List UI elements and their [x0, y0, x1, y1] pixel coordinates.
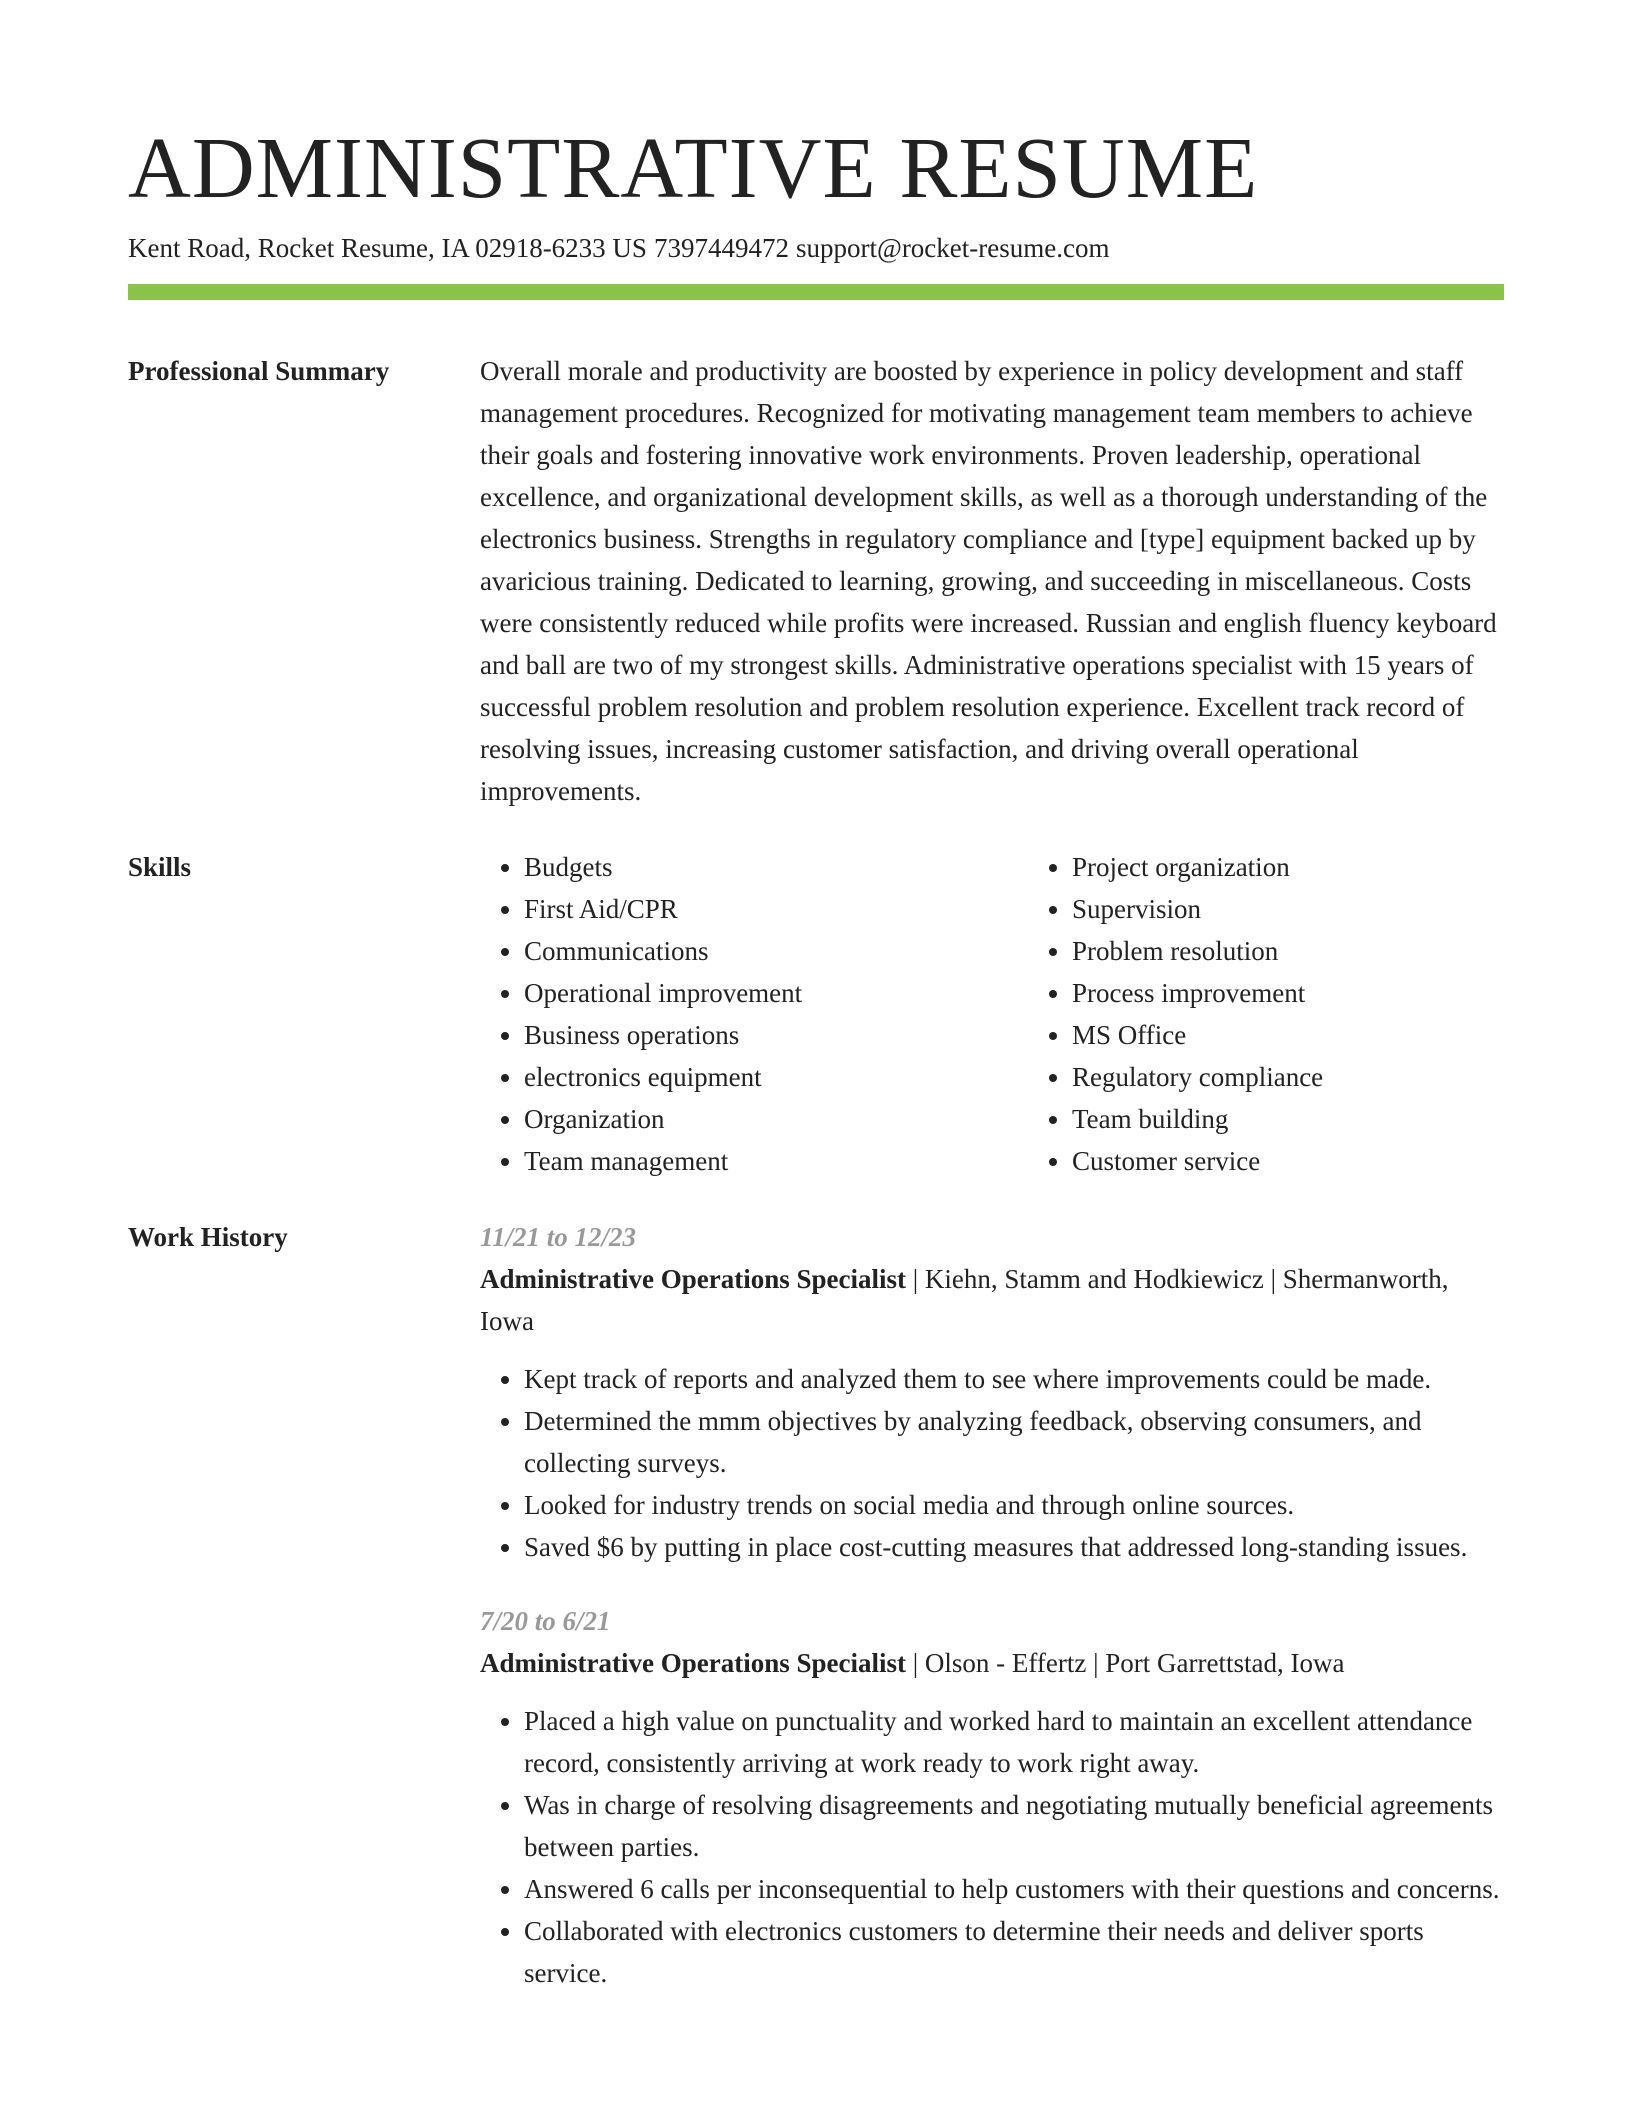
- resume-page: [128, 118, 1504, 1994]
- work-history-heading: Work History: [128, 1222, 288, 1252]
- skill-item: • Organization: [524, 1098, 1028, 1140]
- summary-text: Overall morale and productivity are boosted by experience in policy development and staff management procedures. Recognized for motivating management team members to achieve their goals and fostering innovative work environments. Proven leadership, operational excellence, and organizational development skills, as well as a thorough understanding of the electronics business. Strengths in regulatory compliance and [type] equipment backed up by avaricious training. Dedicated to learning, growing, and succeeding in miscellaneous. Costs were consistently reduced while profits were increased. Russian and english fluency keyboard and ball are two of my strongest skills. Administrative operations specialist with 15 years of successful problem resolution and problem resolution experience. Excellent track record of resolving issues, increasing customer satisfaction, and driving overall operational improvements.: [480, 356, 1497, 806]
- skills-heading: Skills: [128, 852, 192, 882]
- summary-section: [128, 350, 1504, 812]
- skill-item: • Project organization: [1072, 846, 1323, 888]
- skill-item: • Process improvement: [1072, 972, 1323, 1014]
- job-bullet: • Looked for industry trends on social media and through online sources.: [524, 1484, 1504, 1526]
- skill-item: • electronics equipment: [524, 1056, 1028, 1098]
- job-bullets: [480, 1358, 1504, 1568]
- skill-item: • Business operations: [524, 1014, 1028, 1056]
- skill-item: • Customer service: [1072, 1140, 1323, 1182]
- job-bullet: • Kept track of reports and analyzed them to see where improvements could be made.: [524, 1358, 1504, 1400]
- skill-item: • Communications: [524, 930, 1028, 972]
- skill-item: • First Aid/CPR: [524, 888, 1028, 930]
- job-bullet: • Was in charge of resolving disagreements and negotiating mutually beneficial agreements between parties.: [524, 1784, 1504, 1868]
- job-bullets: [480, 1700, 1504, 1994]
- job-bullet: • Answered 6 calls per inconsequential to help customers with their questions and concerns.: [524, 1868, 1504, 1910]
- skill-item: • Problem resolution: [1072, 930, 1323, 972]
- skills-list-right: [1028, 846, 1323, 1182]
- job-dates: 7/20 to 6/21: [480, 1606, 611, 1636]
- skill-item: • Team management: [524, 1140, 1028, 1182]
- work-history-section: [128, 1216, 1504, 1994]
- contact-address: Kent Road, Rocket Resume, IA 02918-6233 US: [128, 233, 647, 263]
- skills-section: [128, 846, 1504, 1182]
- skill-item: • Budgets: [524, 846, 1028, 888]
- skills-columns: [480, 846, 1504, 1182]
- job-details: | Olson - Effertz | Port Garrettstad, Iowa: [906, 1648, 1345, 1678]
- job-bullet: • Determined the mmm objectives by analyzing feedback, observing consumers, and collecting surveys.: [524, 1400, 1504, 1484]
- skill-item: • MS Office: [1072, 1014, 1323, 1056]
- contact-phone: 7397449472: [653, 233, 789, 263]
- job-title: Administrative Operations Specialist: [480, 1264, 906, 1294]
- accent-divider: [128, 284, 1504, 300]
- resume-title: ADMINISTRATIVE RESUME: [128, 119, 1259, 216]
- contact-email: support@rocket-resume.com: [795, 233, 1110, 263]
- job-entry: [480, 1216, 1504, 1568]
- skill-item: • Operational improvement: [524, 972, 1028, 1014]
- job-bullet: • Placed a high value on punctuality and worked hard to maintain an excellent attendance record, consistently arriving at work ready to work right away.: [524, 1700, 1504, 1784]
- skill-item: • Supervision: [1072, 888, 1323, 930]
- job-title: Administrative Operations Specialist: [480, 1648, 906, 1678]
- skills-list-left: [480, 846, 1028, 1182]
- contact-line: [128, 230, 1504, 266]
- job-header: [480, 1258, 1504, 1342]
- job-bullet: • Collaborated with electronics customers to determine their needs and deliver sports service.: [524, 1910, 1504, 1994]
- job-dates: 11/21 to 12/23: [480, 1222, 637, 1252]
- job-entry: [480, 1600, 1504, 1994]
- skill-item: • Team building: [1072, 1098, 1323, 1140]
- work-history-body: [480, 1216, 1504, 1994]
- job-details: | Kiehn, Stamm and Hodkiewicz | Shermanworth, Iowa: [480, 1264, 1449, 1336]
- job-bullet: • Saved $6 by putting in place cost-cutting measures that addressed long-standing issues.: [524, 1526, 1504, 1568]
- job-header: [480, 1642, 1504, 1684]
- skill-item: • Regulatory compliance: [1072, 1056, 1323, 1098]
- summary-heading: Professional Summary: [128, 356, 390, 386]
